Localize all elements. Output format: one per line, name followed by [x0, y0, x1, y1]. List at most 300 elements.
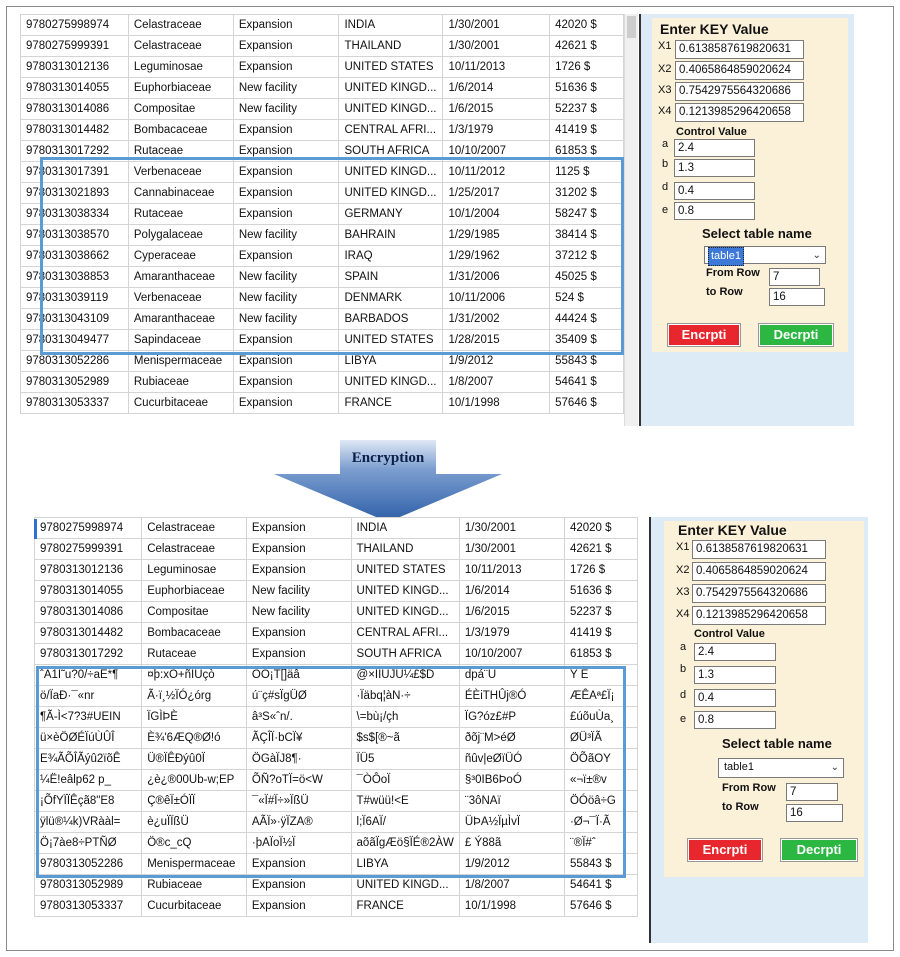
top-b-label: b: [662, 158, 669, 170]
top-table-cell[interactable]: Leguminosae: [128, 57, 233, 78]
top-table-cell[interactable]: 9780313014482: [21, 120, 129, 141]
top-table-cell[interactable]: Rutaceae: [128, 204, 233, 225]
top-table-cell[interactable]: 1/30/2001: [443, 36, 550, 57]
bottom-table-cell[interactable]: ¶Ã-Ì<7?3#UEIN: [35, 707, 142, 728]
bottom-table-row[interactable]: [35, 539, 638, 560]
top-table-cell[interactable]: 9780313014055: [21, 78, 129, 99]
top-table-cell[interactable]: Celastraceae: [128, 36, 233, 57]
top-table-cell[interactable]: Cannabinaceae: [128, 183, 233, 204]
bottom-table-cell[interactable]: Euphorbiaceae: [142, 581, 247, 602]
top-table-row[interactable]: [21, 57, 624, 78]
top-table-cell[interactable]: 9780313049477: [21, 330, 129, 351]
top-table-cell[interactable]: Verbenaceae: [128, 162, 233, 183]
top-table-cell[interactable]: BAHRAIN: [339, 225, 443, 246]
top-table-cell[interactable]: 45025 $: [550, 267, 624, 288]
top-table-cell[interactable]: Rutaceae: [128, 141, 233, 162]
top-table-row[interactable]: [21, 372, 624, 393]
bottom-from-row-input[interactable]: 7: [786, 783, 838, 801]
bottom-table-cell[interactable]: ÿlü®¼k)VRààl=: [35, 812, 142, 833]
top-table-cell[interactable]: 10/1/1998: [443, 393, 550, 414]
top-b-input[interactable]: 1.3: [674, 159, 755, 177]
bottom-table-cell[interactable]: ¿è¿®00Ub-w;EP: [142, 770, 247, 791]
top-grid-scrollbar[interactable]: [624, 14, 638, 426]
top-to-row-label: to Row: [706, 286, 743, 298]
top-table-cell[interactable]: Expansion: [233, 246, 339, 267]
bottom-table-cell[interactable]: Celastraceae: [142, 518, 247, 539]
top-table-row[interactable]: [21, 120, 624, 141]
top-table-cell[interactable]: 52237 $: [550, 99, 624, 120]
top-table-cell[interactable]: 9780275998974: [21, 15, 129, 36]
top-table-cell[interactable]: Expansion: [233, 204, 339, 225]
top-table-cell[interactable]: 10/11/2006: [443, 288, 550, 309]
bottom-table-cell[interactable]: SOUTH AFRICA: [351, 644, 459, 665]
top-table-select[interactable]: [704, 246, 826, 264]
bottom-table-cell[interactable]: UNITED KINGD...: [351, 602, 459, 623]
bottom-table-cell[interactable]: ÏÜ5: [351, 749, 459, 770]
bottom-table-cell[interactable]: ñûv|eØïÜÓ: [459, 749, 564, 770]
bottom-table-cell[interactable]: \=bù¡/çh: [351, 707, 459, 728]
bottom-table-cell[interactable]: Ç®êÏ±ÓÏÏ: [142, 791, 247, 812]
top-table-cell[interactable]: SOUTH AFRICA: [339, 141, 443, 162]
top-table-cell[interactable]: Cucurbitaceae: [128, 393, 233, 414]
bottom-x4-input[interactable]: 0.1213985296420658: [692, 606, 826, 625]
top-x4-input[interactable]: 0.1213985296420658: [675, 103, 804, 122]
top-select-title: Select table name: [702, 226, 812, 241]
top-table-cell[interactable]: Verbenaceae: [128, 288, 233, 309]
top-e-input[interactable]: 0.8: [674, 202, 755, 220]
bottom-table-cell[interactable]: 9780313014055: [35, 581, 142, 602]
top-table-cell[interactable]: 1726 $: [550, 57, 624, 78]
top-table-cell[interactable]: Expansion: [233, 36, 339, 57]
bottom-table-cell[interactable]: 57646 $: [564, 896, 637, 917]
bottom-e-label: e: [680, 713, 687, 725]
top-table-cell[interactable]: Expansion: [233, 162, 339, 183]
top-table-cell[interactable]: 9780313038570: [21, 225, 129, 246]
top-table-cell[interactable]: UNITED KINGD...: [339, 78, 443, 99]
bottom-table-cell[interactable]: ÜÞA½ÏµÌvÏ: [459, 812, 564, 833]
top-table-cell[interactable]: 57646 $: [550, 393, 624, 414]
top-x3-input[interactable]: 0.7542975564320686: [675, 82, 804, 101]
bottom-table-cell[interactable]: 41419 $: [564, 623, 637, 644]
top-table-cell[interactable]: BARBADOS: [339, 309, 443, 330]
top-decrypt-button[interactable]: Decrpti: [759, 324, 833, 346]
top-table-cell[interactable]: 1/29/1962: [443, 246, 550, 267]
bottom-table-cell[interactable]: dpá¨Û: [459, 665, 564, 686]
top-table-cell[interactable]: Expansion: [233, 15, 339, 36]
bottom-table-row[interactable]: [35, 581, 638, 602]
bottom-table-cell[interactable]: ÖGàÏJ8¶·: [246, 749, 351, 770]
top-table-cell[interactable]: 35409 $: [550, 330, 624, 351]
bottom-d-input[interactable]: 0.4: [694, 689, 776, 707]
top-table-cell[interactable]: Expansion: [233, 393, 339, 414]
bottom-table-cell[interactable]: 1/9/2012: [459, 854, 564, 875]
bottom-table-cell[interactable]: ÏG?óz£#P: [459, 707, 564, 728]
top-table-cell[interactable]: Bombacaceae: [128, 120, 233, 141]
bottom-table-cell[interactable]: £úõuÙa¸: [564, 707, 637, 728]
top-x4-label: X4: [658, 105, 672, 117]
bottom-table-cell[interactable]: Expansion: [246, 875, 351, 896]
bottom-table-cell[interactable]: 9780313052989: [35, 875, 142, 896]
top-table-cell[interactable]: 9780313017391: [21, 162, 129, 183]
top-table-cell[interactable]: UNITED KINGD...: [339, 162, 443, 183]
bottom-table-cell[interactable]: ·Ïäbq¦àN·÷: [351, 686, 459, 707]
bottom-table-cell[interactable]: Rubiaceae: [142, 875, 247, 896]
top-x1-input[interactable]: 0.6138587619820631: [675, 40, 804, 59]
top-x2-input[interactable]: 0.4065864859020624: [675, 61, 804, 80]
top-table-cell[interactable]: Menispermaceae: [128, 351, 233, 372]
bottom-table-cell[interactable]: 61853 $: [564, 644, 637, 665]
top-table-cell[interactable]: 51636 $: [550, 78, 624, 99]
bottom-table-cell[interactable]: 9780313017292: [35, 644, 142, 665]
top-table-cell[interactable]: New facility: [233, 78, 339, 99]
bottom-table-cell[interactable]: 52237 $: [564, 602, 637, 623]
top-x1-label: X1: [658, 40, 672, 52]
bottom-table-cell[interactable]: Bombacaceae: [142, 623, 247, 644]
top-table-cell[interactable]: 1/8/2007: [443, 372, 550, 393]
top-table-cell[interactable]: CENTRAL AFRI...: [339, 120, 443, 141]
top-table-cell[interactable]: 1/25/2017: [443, 183, 550, 204]
chevron-down-icon: ⌄: [830, 762, 839, 773]
bottom-x4-label: X4: [676, 608, 690, 620]
bottom-table-cell[interactable]: aõãÏgÆö§ÏÉ®2ÀW: [351, 833, 459, 854]
bottom-table-cell[interactable]: ·þAÏoÏ½Ï: [246, 833, 351, 854]
bottom-table-cell[interactable]: 1/30/2001: [459, 539, 564, 560]
bottom-table-cell[interactable]: New facility: [246, 602, 351, 623]
top-table-cell[interactable]: FRANCE: [339, 393, 443, 414]
top-table-cell[interactable]: 31202 $: [550, 183, 624, 204]
bottom-table-cell[interactable]: ·Ø¬¯Ï·Ã: [564, 812, 637, 833]
bottom-table-cell[interactable]: 1/6/2015: [459, 602, 564, 623]
bottom-x1-label: X1: [676, 541, 690, 553]
top-table-cell[interactable]: 9780313021893: [21, 183, 129, 204]
top-table-cell[interactable]: 1/6/2014: [443, 78, 550, 99]
top-table-cell[interactable]: 9780313014086: [21, 99, 129, 120]
bottom-a-input[interactable]: 2.4: [694, 643, 776, 661]
top-table-cell[interactable]: 10/10/2007: [443, 141, 550, 162]
bottom-table-cell[interactable]: ÖÕãOY: [564, 749, 637, 770]
bottom-to-row-input[interactable]: 16: [786, 804, 843, 822]
top-table-cell[interactable]: 10/1/2004: [443, 204, 550, 225]
bottom-table-cell[interactable]: INDIA: [351, 518, 459, 539]
bottom-x3-label: X3: [676, 586, 690, 598]
top-table-cell[interactable]: 9780313043109: [21, 309, 129, 330]
top-table-row[interactable]: [21, 78, 624, 99]
top-table-cell[interactable]: Amaranthaceae: [128, 309, 233, 330]
top-table-cell[interactable]: New facility: [233, 99, 339, 120]
top-scrollbar-thumb[interactable]: [627, 16, 636, 38]
bottom-table-cell[interactable]: ðõj¨M>éØ: [459, 728, 564, 749]
encryption-arrow: [274, 440, 502, 522]
top-table-cell[interactable]: Rubiaceae: [128, 372, 233, 393]
top-table-cell[interactable]: Expansion: [233, 57, 339, 78]
bottom-table-cell[interactable]: 9780313052286: [35, 854, 142, 875]
top-table-cell[interactable]: 1/3/1979: [443, 120, 550, 141]
bottom-table-cell[interactable]: Expansion: [246, 644, 351, 665]
bottom-table-cell[interactable]: ÃÇÎÏ·bCÏ¥: [246, 728, 351, 749]
top-table-cell[interactable]: 10/11/2012: [443, 162, 550, 183]
top-table-cell[interactable]: 1/30/2001: [443, 15, 550, 36]
bottom-table-cell[interactable]: New facility: [246, 581, 351, 602]
bottom-table-cell[interactable]: Expansion: [246, 896, 351, 917]
bottom-table-cell[interactable]: ¼Ë!eâlp62 p_: [35, 770, 142, 791]
top-table-cell[interactable]: Expansion: [233, 141, 339, 162]
bottom-row-indicator: [34, 519, 37, 539]
top-table-cell[interactable]: New facility: [233, 309, 339, 330]
top-to-row-input[interactable]: 16: [769, 288, 825, 306]
bottom-table-cell[interactable]: 1/30/2001: [459, 518, 564, 539]
bottom-table-cell[interactable]: 9780313014086: [35, 602, 142, 623]
top-table-cell[interactable]: SPAIN: [339, 267, 443, 288]
top-table-cell[interactable]: 1/9/2012: [443, 351, 550, 372]
bottom-table-cell[interactable]: ü×èÖØÉÏúÙÛÎ: [35, 728, 142, 749]
top-table-cell[interactable]: 9780313053337: [21, 393, 129, 414]
bottom-table-cell[interactable]: Ö®c_cQ: [142, 833, 247, 854]
top-table-cell[interactable]: 41419 $: [550, 120, 624, 141]
bottom-table-cell[interactable]: ÆÊAª£Ï¡: [564, 686, 637, 707]
bottom-table-cell[interactable]: ÏGÌÞÈ: [142, 707, 247, 728]
bottom-table-cell[interactable]: E¾ÃÕÎÃýû2ïõÊ: [35, 749, 142, 770]
bottom-table-row[interactable]: [35, 560, 638, 581]
bottom-table-cell[interactable]: ¨®Ï#ˆ: [564, 833, 637, 854]
top-e-label: e: [662, 204, 669, 216]
top-table-cell[interactable]: 9780313039119: [21, 288, 129, 309]
top-table-cell[interactable]: Sapindaceae: [128, 330, 233, 351]
bottom-table-row[interactable]: [35, 623, 638, 644]
top-table-cell[interactable]: UNITED STATES: [339, 57, 443, 78]
bottom-table-cell[interactable]: ¨3ôNAï: [459, 791, 564, 812]
bottom-table-cell[interactable]: @×ÍÏÛJÚ¼£$D: [351, 665, 459, 686]
bottom-table-cell[interactable]: T#wüü!<E: [351, 791, 459, 812]
top-table-cell[interactable]: THAILAND: [339, 36, 443, 57]
bottom-table-select[interactable]: [718, 758, 844, 778]
bottom-to-row-label: to Row: [722, 801, 759, 813]
top-from-row-label: From Row: [706, 267, 760, 279]
top-control-title: Control Value: [676, 126, 747, 138]
top-table-row[interactable]: [21, 99, 624, 120]
top-key-title: Enter KEY Value: [660, 21, 769, 37]
bottom-table-cell[interactable]: 54641 $: [564, 875, 637, 896]
top-table-cell[interactable]: New facility: [233, 225, 339, 246]
top-table-cell[interactable]: GERMANY: [339, 204, 443, 225]
bottom-table-cell[interactable]: 42621 $: [564, 539, 637, 560]
bottom-table-cell[interactable]: Expansion: [246, 539, 351, 560]
top-table-cell[interactable]: 38414 $: [550, 225, 624, 246]
top-a-label: a: [662, 138, 669, 150]
bottom-table-cell[interactable]: ¯«Ï#Ï÷»ÏßÜ: [246, 791, 351, 812]
bottom-table-cell[interactable]: £ Ý88ã: [459, 833, 564, 854]
top-table-cell[interactable]: 9780313017292: [21, 141, 129, 162]
top-table-cell[interactable]: 1/31/2002: [443, 309, 550, 330]
top-encrypt-button[interactable]: Encrpti: [668, 324, 740, 346]
top-table-cell[interactable]: 44424 $: [550, 309, 624, 330]
top-table-cell[interactable]: 9780313052989: [21, 372, 129, 393]
bottom-table-cell[interactable]: LIBYA: [351, 854, 459, 875]
encryption-label: Encryption: [351, 450, 425, 466]
bottom-table-cell[interactable]: Compositae: [142, 602, 247, 623]
bottom-table-cell[interactable]: 9780275999391: [35, 539, 142, 560]
bottom-table-cell[interactable]: Expansion: [246, 854, 351, 875]
bottom-table-cell[interactable]: ¯ÒÔoÏ: [351, 770, 459, 791]
top-table-cell[interactable]: Expansion: [233, 183, 339, 204]
bottom-table-cell[interactable]: Menispermaceae: [142, 854, 247, 875]
top-table-cell[interactable]: 1/28/2015: [443, 330, 550, 351]
bottom-table-cell[interactable]: ˆA1Ï˜u?0/÷aE*¶: [35, 665, 142, 686]
bottom-table-cell[interactable]: Expansion: [246, 518, 351, 539]
top-table-cell[interactable]: Celastraceae: [128, 15, 233, 36]
bottom-table-cell[interactable]: UNITED KINGD...: [351, 581, 459, 602]
bottom-table-cell[interactable]: 55843 $: [564, 854, 637, 875]
top-table-cell[interactable]: Expansion: [233, 351, 339, 372]
top-table-cell[interactable]: INDIA: [339, 15, 443, 36]
bottom-table-cell[interactable]: 1/3/1979: [459, 623, 564, 644]
top-table-row[interactable]: [21, 36, 624, 57]
bottom-table-cell[interactable]: ÕÑ?oTÏ=ö<W: [246, 770, 351, 791]
top-table-cell[interactable]: Euphorbiaceae: [128, 78, 233, 99]
top-table-cell[interactable]: Amaranthaceae: [128, 267, 233, 288]
bottom-highlight-box: [36, 666, 626, 878]
top-table-cell[interactable]: UNITED KINGD...: [339, 183, 443, 204]
bottom-table-row[interactable]: [35, 896, 638, 917]
bottom-table-cell[interactable]: ÖÓöâ÷G: [564, 791, 637, 812]
top-table-cell[interactable]: Expansion: [233, 120, 339, 141]
bottom-table-cell[interactable]: Leguminosae: [142, 560, 247, 581]
bottom-table-cell[interactable]: Cucurbitaceae: [142, 896, 247, 917]
bottom-encrypt-button[interactable]: Encrpti: [688, 839, 762, 861]
top-table-cell[interactable]: UNITED KINGD...: [339, 99, 443, 120]
bottom-table-cell[interactable]: Celastraceae: [142, 539, 247, 560]
bottom-table-row[interactable]: [35, 644, 638, 665]
top-table-cell[interactable]: 54641 $: [550, 372, 624, 393]
bottom-x2-input[interactable]: 0.4065864859020624: [692, 562, 826, 581]
bottom-e-input[interactable]: 0.8: [694, 711, 776, 729]
bottom-table-cell[interactable]: è¿uÏÏßÜ: [142, 812, 247, 833]
top-table-cell[interactable]: 55843 $: [550, 351, 624, 372]
top-table-cell[interactable]: 58247 $: [550, 204, 624, 225]
bottom-table-cell[interactable]: Expansion: [246, 623, 351, 644]
bottom-a-label: a: [680, 641, 687, 653]
top-a-input[interactable]: 2.4: [674, 139, 755, 157]
top-table-cell[interactable]: 1125 $: [550, 162, 624, 183]
top-table-cell[interactable]: 42621 $: [550, 36, 624, 57]
bottom-table-cell[interactable]: AÃÏ»·ÿÏZA®: [246, 812, 351, 833]
bottom-table-cell[interactable]: UNITED KINGD...: [351, 875, 459, 896]
top-key-panel: [652, 18, 848, 352]
top-table-cell[interactable]: 1/31/2006: [443, 267, 550, 288]
bottom-table-cell[interactable]: 1/6/2014: [459, 581, 564, 602]
bottom-table-cell[interactable]: ö/ÏaÐ·¯«nr: [35, 686, 142, 707]
bottom-table-cell[interactable]: Expansion: [246, 560, 351, 581]
top-table-row[interactable]: [21, 393, 624, 414]
top-table-cell[interactable]: New facility: [233, 267, 339, 288]
top-table-cell[interactable]: 9780313052286: [21, 351, 129, 372]
bottom-table-cell[interactable]: ÖÕ¡T[]äâ: [246, 665, 351, 686]
bottom-table-cell[interactable]: 10/11/2013: [459, 560, 564, 581]
top-d-input[interactable]: 0.4: [674, 182, 755, 200]
bottom-table-cell[interactable]: 9780313053337: [35, 896, 142, 917]
top-table-cell[interactable]: Compositae: [128, 99, 233, 120]
top-table-cell[interactable]: Expansion: [233, 330, 339, 351]
bottom-table-cell[interactable]: «¬ï±®v: [564, 770, 637, 791]
top-table-cell[interactable]: Expansion: [233, 372, 339, 393]
bottom-table-cell[interactable]: Ö¡7àe8÷PTÑØ: [35, 833, 142, 854]
top-table-cell[interactable]: 9780313038662: [21, 246, 129, 267]
bottom-table-cell[interactable]: 9780313014482: [35, 623, 142, 644]
top-table-cell[interactable]: 524 $: [550, 288, 624, 309]
bottom-table-cell[interactable]: THAILAND: [351, 539, 459, 560]
top-table-cell[interactable]: New facility: [233, 288, 339, 309]
bottom-table-cell[interactable]: 42020 $: [564, 518, 637, 539]
top-table-cell[interactable]: 1/29/1985: [443, 225, 550, 246]
top-table-cell[interactable]: 37212 $: [550, 246, 624, 267]
bottom-b-input[interactable]: 1.3: [694, 666, 776, 684]
top-table-cell[interactable]: Cyperaceae: [128, 246, 233, 267]
top-from-row-input[interactable]: 7: [769, 268, 820, 286]
top-table-cell[interactable]: DENMARK: [339, 288, 443, 309]
bottom-table-cell[interactable]: l;Ï6AÏ/: [351, 812, 459, 833]
bottom-table-cell[interactable]: Ý Ë: [564, 665, 637, 686]
bottom-key-title: Enter KEY Value: [678, 522, 787, 538]
bottom-table-cell[interactable]: Rutaceae: [142, 644, 247, 665]
bottom-table-cell[interactable]: 51636 $: [564, 581, 637, 602]
top-table-cell[interactable]: 9780313012136: [21, 57, 129, 78]
top-table-cell[interactable]: 9780313038334: [21, 204, 129, 225]
top-table-cell[interactable]: LIBYA: [339, 351, 443, 372]
bottom-table-cell[interactable]: 9780313012136: [35, 560, 142, 581]
bottom-table-cell[interactable]: ÉÈiTHÛj®Ó: [459, 686, 564, 707]
bottom-table-cell[interactable]: UNITED STATES: [351, 560, 459, 581]
bottom-table-cell[interactable]: È¾'6ÆQ®Ø!ó: [142, 728, 247, 749]
bottom-table-cell[interactable]: 1/8/2007: [459, 875, 564, 896]
top-table-cell[interactable]: UNITED STATES: [339, 330, 443, 351]
bottom-table-cell[interactable]: CENTRAL AFRI...: [351, 623, 459, 644]
top-highlight-box: [40, 157, 624, 355]
bottom-x2-label: X2: [676, 564, 690, 576]
bottom-x3-input[interactable]: 0.7542975564320686: [692, 584, 826, 603]
bottom-table-row[interactable]: [35, 602, 638, 623]
top-table-cell[interactable]: UNITED KINGD...: [339, 372, 443, 393]
bottom-table-cell[interactable]: 9780275998974: [35, 518, 142, 539]
top-table-cell[interactable]: IRAQ: [339, 246, 443, 267]
top-table-cell[interactable]: 1/6/2015: [443, 99, 550, 120]
bottom-table-cell[interactable]: ú¨ç#sÏgÜØ: [246, 686, 351, 707]
bottom-table-cell[interactable]: 1726 $: [564, 560, 637, 581]
bottom-b-label: b: [680, 663, 687, 675]
bottom-table-cell[interactable]: §³0IB6ÞoÓ: [459, 770, 564, 791]
bottom-table-cell[interactable]: ¡ÕfYÏÏÊçã8"E8: [35, 791, 142, 812]
top-table-cell[interactable]: 9780313038853: [21, 267, 129, 288]
bottom-table-cell[interactable]: Ü®ÏÊÐýû0Ï: [142, 749, 247, 770]
bottom-table-cell[interactable]: Ã·ï¸½ÏÓ¿órg: [142, 686, 247, 707]
bottom-table-cell[interactable]: â³S«ˆn/.: [246, 707, 351, 728]
bottom-decrypt-button[interactable]: Decrpti: [781, 839, 857, 861]
top-table-cell[interactable]: 9780275999391: [21, 36, 129, 57]
top-table-cell[interactable]: 61853 $: [550, 141, 624, 162]
bottom-table-cell[interactable]: ØÜ³ÏÃ: [564, 728, 637, 749]
top-table-row[interactable]: [21, 15, 624, 36]
bottom-control-title: Control Value: [694, 628, 765, 640]
bottom-table-cell[interactable]: FRANCE: [351, 896, 459, 917]
bottom-table-cell[interactable]: 10/1/1998: [459, 896, 564, 917]
bottom-table-cell[interactable]: 10/10/2007: [459, 644, 564, 665]
bottom-table-row[interactable]: [35, 518, 638, 539]
top-table-cell[interactable]: Polygalaceae: [128, 225, 233, 246]
bottom-x1-input[interactable]: 0.6138587619820631: [692, 540, 826, 559]
bottom-table-select-value: table1: [724, 761, 754, 773]
bottom-table-cell[interactable]: $s$[®~ã: [351, 728, 459, 749]
bottom-table-cell[interactable]: ¤þ:xÓ+ñÏUçò: [142, 665, 247, 686]
top-table-cell[interactable]: 42020 $: [550, 15, 624, 36]
top-table-cell[interactable]: 10/11/2013: [443, 57, 550, 78]
